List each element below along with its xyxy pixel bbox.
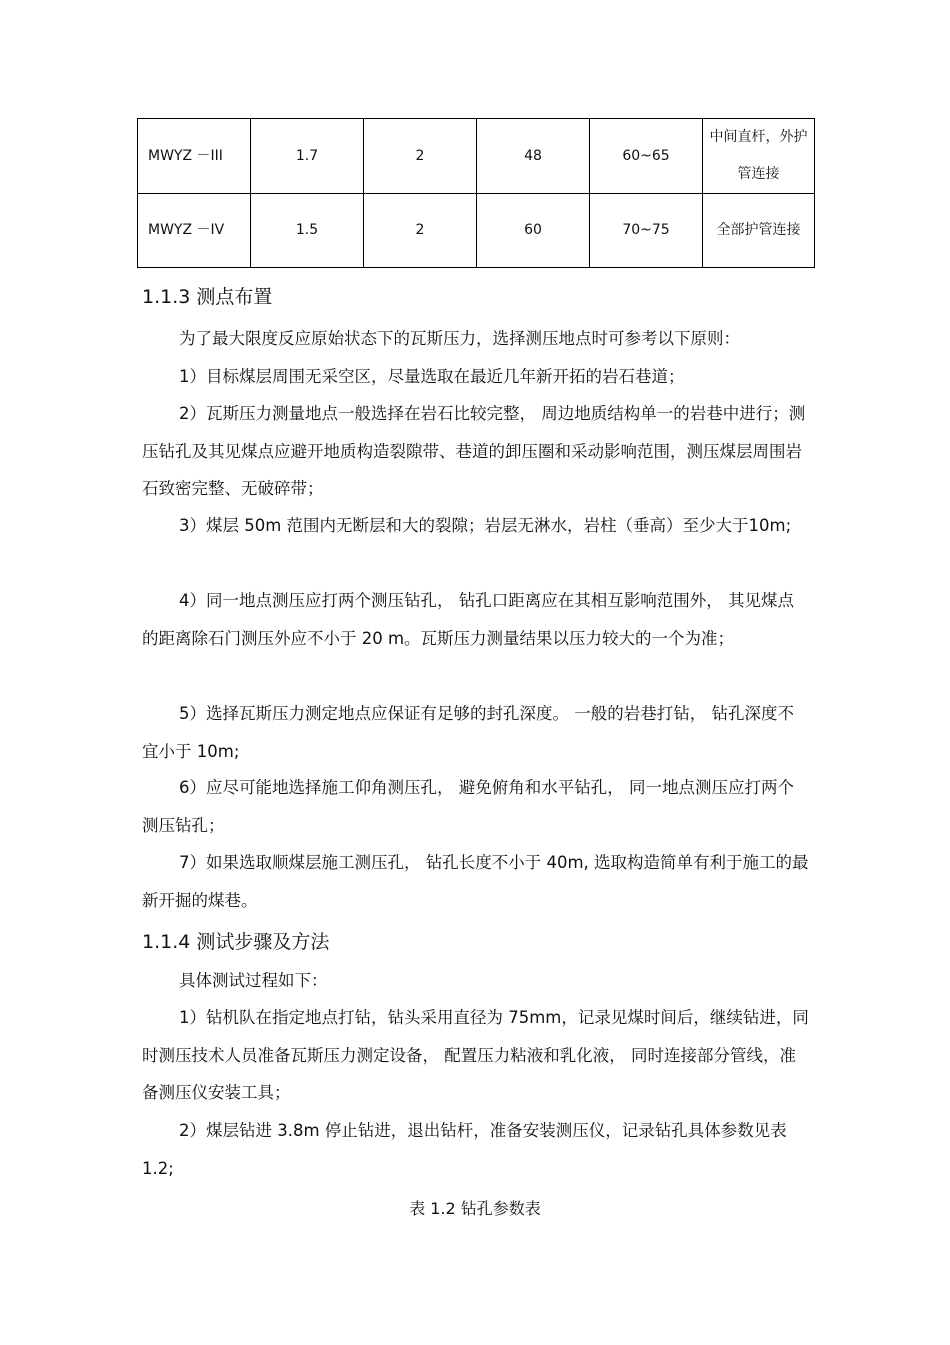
list-item: 5）选择瓦斯压力测定地点应保证有足够的封孔深度。 一般的岩巷打钻， 钻孔深度不宜小于 10m; [142, 704, 794, 761]
paragraph-intro: 为了最大限度反应原始状态下的瓦斯压力，选择测压地点时可参考以下原则： [179, 329, 740, 348]
table-row [138, 119, 815, 194]
table-cell: 1.7 [251, 119, 364, 194]
table-cell: 70~75 [590, 194, 703, 268]
table-cell: 2 [364, 119, 477, 194]
list-item: 2）煤层钻进 3.8m 停止钻进，退出钻杆，准备安装测压仪，记录钻孔具体参数见表 1.2; [142, 1121, 787, 1178]
list-item: 6）应尽可能地选择施工仰角测压孔， 避免俯角和水平钻孔， 同一地点测压应打两个测压钻孔； [142, 778, 794, 835]
table-cell: 48 [477, 119, 590, 194]
section-heading-1-1-4: 1.1.4 测试步骤及方法 [142, 931, 330, 953]
table-caption: 表 1.2 钻孔参数表 [409, 1199, 541, 1218]
parameter-table [137, 118, 815, 268]
table-cell: 2 [364, 194, 477, 268]
paragraph-intro: 具体测试过程如下： [179, 971, 328, 990]
list-item: 4）同一地点测压应打两个测压钻孔， 钻孔口距离应在其相互影响范围外， 其见煤点的距离除石门测压外应不小于 20 m。瓦斯压力测量结果以压力较大的一个为准； [142, 591, 794, 648]
list-item: 2）瓦斯压力测量地点一般选择在岩石比较完整， 周边地质结构单一的岩巷中进行；测压钻孔及其见煤点应避开地质构造裂隙带、巷道的卸压圈和采动影响范围，测压煤层周围岩石致密完整、无破碎带； [142, 404, 806, 498]
table-cell-note: 全部护管连接 [703, 194, 815, 268]
list-item: 3）煤层 50m 范围内无断层和大的裂隙；岩层无淋水，岩柱（垂高）至少大于10m; [179, 516, 792, 535]
table-cell: 60 [477, 194, 590, 268]
list-item: 1）钻机队在指定地点打钻，钻头采用直径为 75mm，记录见煤时间后，继续钻进，同时测压技术人员准备瓦斯压力测定设备， 配置压力粘液和乳化液， 同时连接部分管线，准备测压仪安装工具； [142, 1008, 809, 1102]
section-heading-1-1-3: 1.1.3 测点布置 [142, 286, 273, 308]
table-row [138, 194, 815, 268]
table-cell: 60~65 [590, 119, 703, 194]
list-item: 7）如果选取顺煤层施工测压孔， 钻孔长度不小于 40m, 选取构造简单有利于施工的最新开掘的煤巷。 [142, 853, 809, 910]
table-cell-model: MWYZ －III [138, 119, 251, 194]
table-cell-model: MWYZ －IV [138, 194, 251, 268]
table-cell-note: 中间直杆，外护管连接 [703, 119, 815, 194]
list-item: 1）目标煤层周围无采空区，尽量选取在最近几年新开拓的岩石巷道； [179, 367, 685, 386]
table-cell: 1.5 [251, 194, 364, 268]
